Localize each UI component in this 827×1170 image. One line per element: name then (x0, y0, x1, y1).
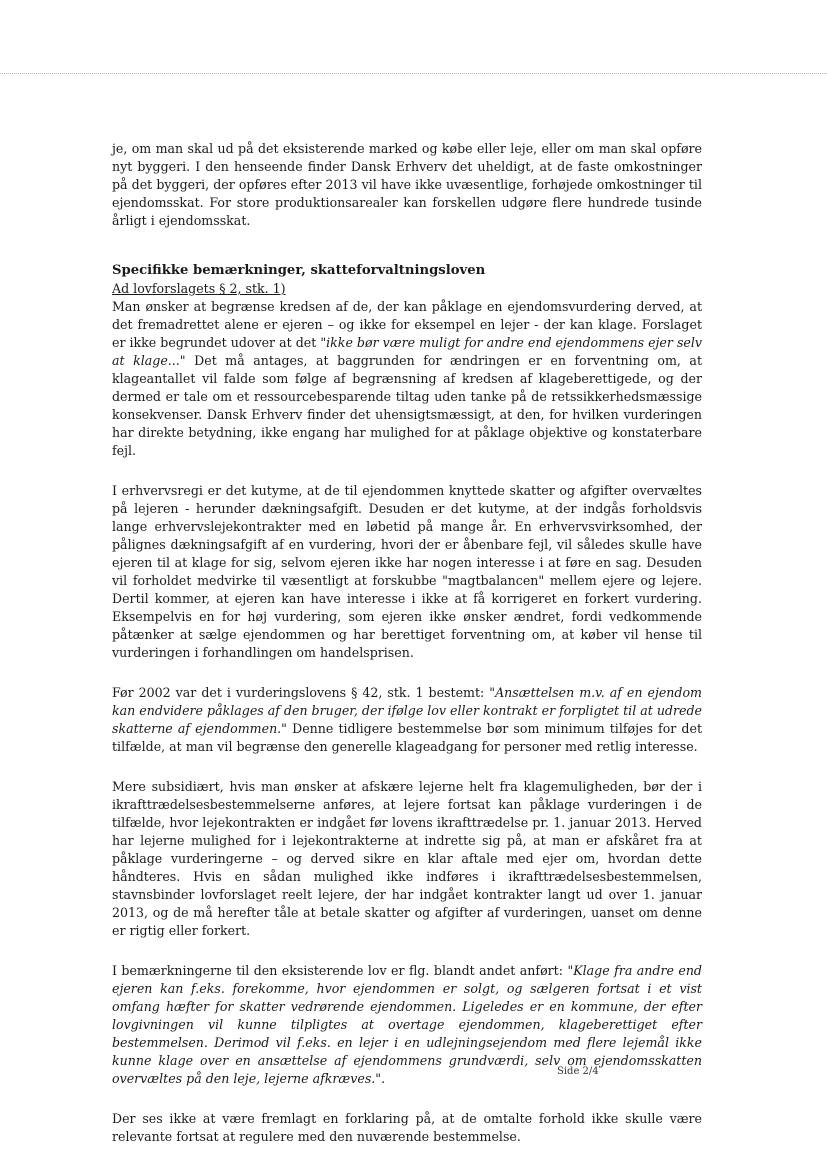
paragraph-text: I bemærkningerne til den eksisterende lov er flg. blandt andet anført: (112, 963, 568, 978)
paragraph-text: Før 2002 var det i vurderingslovens § 42, stk. 1 bestemt: (112, 685, 490, 700)
document-body (112, 140, 702, 1168)
paragraph-intro-continuation: je, om man skal ud på det eksisterende marked og købe eller leje, eller om man skal opføre nyt byggeri. I den henseende finder Dansk Erhverv det uheldigt, at de faste omkostninger på det byggeri, der opføres efter 2013 vil have ikke uvæsentlige, forhøjede omkostninger til ejendomsskat. For store produktionsarealer kan forskellen udgøre flere hundrede tusinde årligt i ejendomsskat. (112, 141, 702, 228)
paragraph-conclusion: Der ses ikke at være fremlagt en forklaring på, at de omtalte forhold ikke skulle være relevante fortsat at regulere med den nuværende bestemmelse. (112, 1111, 702, 1144)
paragraph-text: Man ønsker at begrænse kredsen af de, der kan påklage en ejendomsvurdering derved, at det fremadrettet alene er ejeren – og ikke for eksempel en lejer - der kan klage. Forslaget er ikke begrundet udover at det (112, 299, 702, 350)
paragraph-text: . (381, 1071, 386, 1086)
paragraph-bemaerkninger (112, 962, 702, 1088)
quote-text: "Ansættelsen m.v. af en ejendom kan endvidere påklages af den bruger, der ifølge lov eller kontrakt er forpligtet til at udrede skatterne af ejendommen." (112, 685, 703, 736)
quote-text: "Klage fra andre end ejeren kan f.eks. forekomme, hvor ejendommen er solgt, og sælgeren fortsat i et vist omfang hæfter for skatter vedrørende ejendommen. Ligeledes er en kommune, der efter lovgivningen vil kunne tilpligtes at overtage ejendommen, klageberettiget efter bestemmelsen. Derimod vil f.eks. en lejer i en udlejningsejendom med flere lejemål ikke kunne klage over en ansættelse af ejendommens grundværdi, selv om ejendomsskatten overvæltes på den leje, lejerne afkræves." (112, 963, 702, 1086)
paragraph-text: Denne tidligere bestemmelse bør som minimum tilføjes for det tilfælde, at man vil begrænse den generelle klageadgang for personer med retlig interesse. (112, 721, 702, 754)
paragraph-subsidiaert: Mere subsidiært, hvis man ønsker at afskære lejerne helt fra klagemuligheden, bør der i ikrafttrædelsesbestemmelserne anføres, at lejere fortsat kan påklage vurderingen i de tilfælde, hvor lejekontrakten er indgået før lovens ikrafttrædelse pr. 1. januar 2013. Herved har lejerne mulighed for i lejekontrakterne at indrette sig på, at man er afskåret fra at påklage vurderingerne – og derved sikre en klar aftale med ejer om, hvordan dette håndteres. Hvis en sådan mulighed ikke indføres i ikrafttrædelsesbestemmelsen, stavnsbinder lovforslaget reelt lejere, der har indgået kontrakter langt ud over 1. januar 2013, og de må herefter tåle at betale skatter og afgifter af vurderingen, uanset om denne er rigtig eller forkert. (112, 779, 702, 938)
scan-edge-line (0, 73, 827, 74)
paragraph-vurderingsloven (112, 684, 702, 756)
section-subheading: Ad lovforslagets § 2, stk. 1) (112, 281, 286, 296)
section-heading: Specifikke bemærkninger, skatteforvaltningsloven (112, 263, 486, 278)
paragraph-erhvervsregi: I erhvervsregi er det kutyme, at de til ejendommen knyttede skatter og afgifter overvæltes på lejeren - herunder dækningsafgift. Desuden er det kutyme, at der indgås forholdsvis lange erhvervslejekontrakter med en løbetid på mange år. En erhvervsvirksomhed, der pålignes dækningsafgift af en vurdering, hvori der er åbenbare fejl, vil således skulle have ejeren til at klage for sig, selvom ejeren ikke har nogen interesse i at føre en sag. Desuden vil forholdet medvirke til væsentligt at forskubbe "magtbalancen" mellem ejere og lejere. Dertil kommer, at ejeren kan have interesse i ikke at få korrigeret en forkert vurdering. Eksempelvis en for høj vurdering, som ejeren ikke ønsker ændret, fordi vedkommende påtænker at sælge ejendommen og har berettiget forventning om, at køber vil hense til vurderingen i forhandlingen om handelsprisen. (112, 483, 702, 660)
paragraph-klagekreds (112, 298, 702, 460)
page-number: Side 2/4 (557, 1066, 599, 1077)
paragraph-text: Det må antages, at baggrunden for ændringen er en forventning om, at klageantallet vil falde som følge af begrænsning af kredsen af klageberettigede, og der dermed er tale om et ressourcebesparende tiltag uden tanke på de retssikkerhedsmæssige konsekvenser. Dansk Erhverv finder det uhensigtsmæssigt, at den, for hvilken vurderingen har direkte betydning, ikke engang har mulighed for at påklage objektive og konstaterbare fejl. (112, 353, 703, 458)
quote-text: "ikke bør være muligt for andre end ejendommens ejer selv at klage..." (112, 335, 702, 368)
